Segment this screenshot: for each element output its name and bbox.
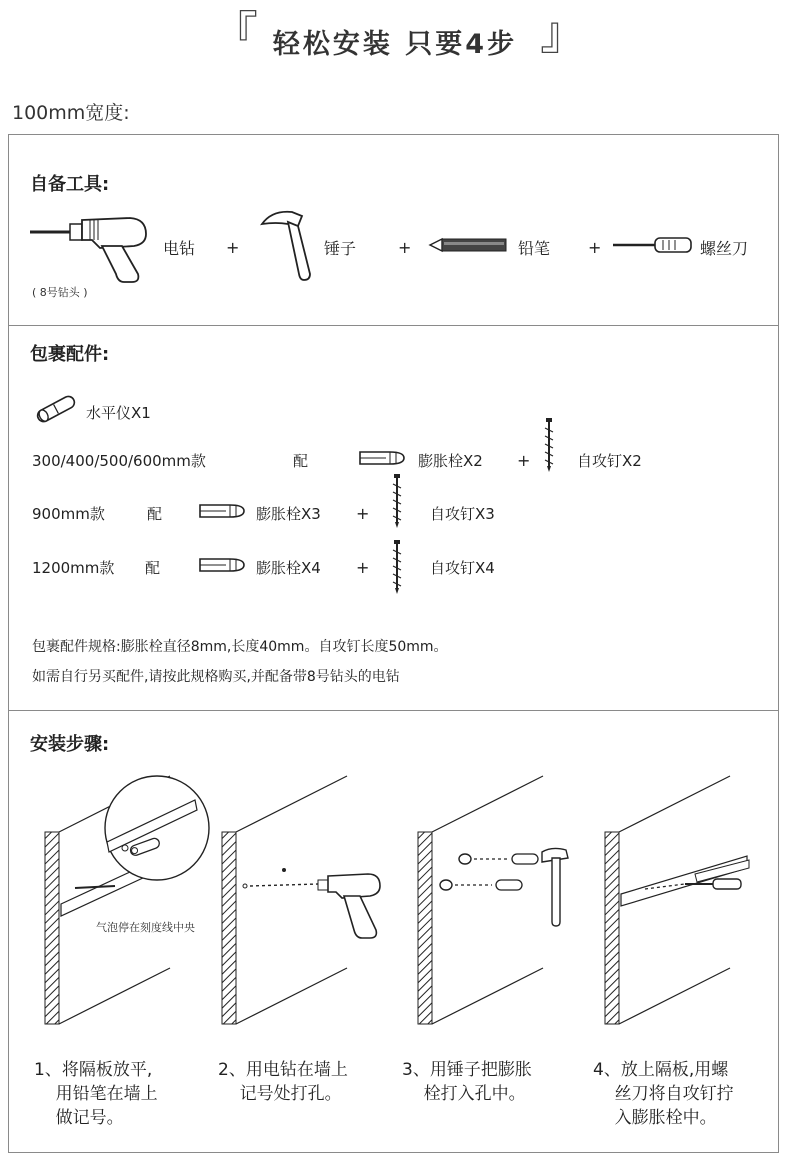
screw-count-label: 自攻钉X2 [577, 452, 642, 470]
divider-parts [8, 710, 779, 711]
drill-label: 电钻 [163, 239, 196, 258]
pencil-icon [430, 238, 510, 252]
plus-sign: + [517, 451, 531, 470]
steps-title: 安装步骤: [30, 734, 110, 755]
screw-icon [391, 474, 403, 528]
hammer-icon [258, 208, 318, 283]
anchor-icon [356, 448, 408, 468]
page-title: 轻松安装 只要4步 [272, 29, 518, 60]
tools-title: 自备工具: [30, 174, 110, 195]
anchor-icon [196, 555, 248, 575]
plus-sign: + [356, 504, 370, 523]
step-1-illustration [45, 770, 210, 1025]
parts-row-size: 1200mm款 [32, 559, 115, 577]
parts-spec-line-1: 包裹配件规格:膨胀栓直径8mm,长度40mm。自攻钉长度50mm。 [32, 639, 448, 655]
parts-row-size: 300/400/500/600mm款 [32, 452, 206, 470]
step-1-text: 1、将隔板放平, 用铅笔在墙上 做记号。 [34, 1060, 158, 1128]
screw-icon [543, 418, 555, 472]
anchor-icon [196, 501, 248, 521]
screw-icon [391, 540, 403, 594]
drill-icon [30, 210, 155, 285]
parts-row-pei: 配 [147, 505, 163, 523]
parts-spec-line-2: 如需自行另买配件,请按此规格购买,并配备带8号钻头的电钻 [32, 669, 400, 685]
drill-bit-note: ( 8号钻头 ) [32, 286, 88, 299]
left-bracket: 『 [212, 6, 258, 60]
step-4-text: 4、放上隔板,用螺 丝刀将自攻钉拧 入膨胀栓中。 [593, 1060, 734, 1128]
parts-row-size: 900mm款 [32, 505, 105, 523]
parts-row-pei: 配 [293, 452, 309, 470]
screwdriver-icon [613, 236, 693, 254]
screw-count-label: 自攻钉X4 [430, 559, 495, 577]
level-icon [34, 395, 78, 423]
parts-title: 包裹配件: [30, 344, 110, 365]
plus-sign: + [588, 238, 602, 257]
screwdriver-label: 螺丝刀 [700, 239, 749, 258]
plus-sign: + [226, 238, 240, 257]
plus-sign: + [398, 238, 412, 257]
anchor-count-label: 膨胀栓X2 [418, 452, 483, 470]
step-4-illustration [605, 770, 765, 1025]
level-label: 水平仪X1 [86, 404, 151, 422]
pencil-label: 铅笔 [518, 239, 551, 258]
right-bracket: 』 [540, 6, 586, 60]
step-2-illustration [222, 770, 382, 1025]
step-2-text: 2、用电钻在墙上 记号处打孔。 [218, 1060, 348, 1104]
screw-count-label: 自攻钉X3 [430, 505, 495, 523]
step-3-illustration [418, 770, 578, 1025]
bubble-note: 气泡停在刻度线中央 [96, 921, 195, 934]
step-3-text: 3、用锤子把膨胀 栓打入孔中。 [402, 1060, 532, 1104]
parts-row-pei: 配 [145, 559, 161, 577]
divider-tools [8, 325, 779, 326]
width-label: 100mm宽度: [12, 102, 130, 124]
hammer-label: 锤子 [324, 239, 357, 258]
plus-sign: + [356, 558, 370, 577]
anchor-count-label: 膨胀栓X4 [256, 559, 321, 577]
anchor-count-label: 膨胀栓X3 [256, 505, 321, 523]
